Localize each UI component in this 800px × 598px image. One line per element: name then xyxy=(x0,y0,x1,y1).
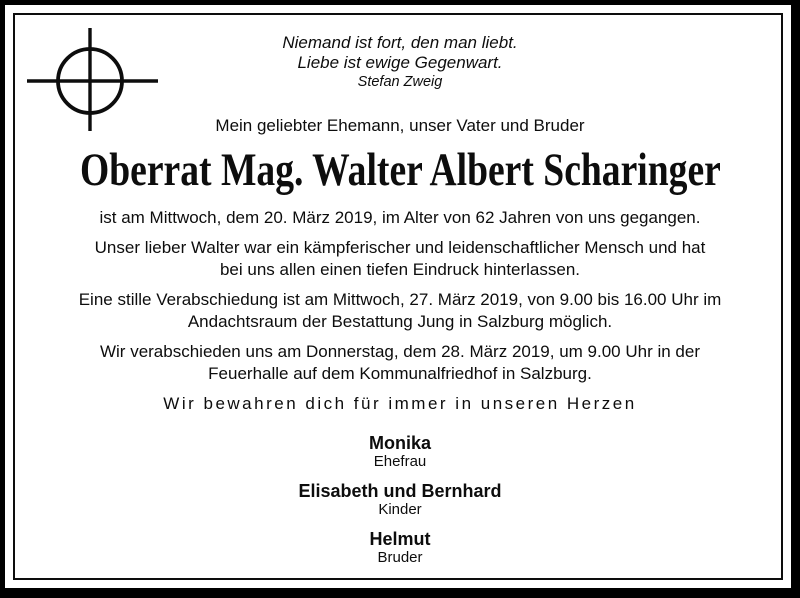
mourner-name: Monika xyxy=(368,433,431,453)
paragraph xyxy=(0,207,800,229)
paragraph-line: Unser lieber Walter war ein kämpferischer und leidenschaftlicher Mensch und hat xyxy=(94,238,706,257)
body-paragraphs xyxy=(0,207,800,385)
quote-line: Liebe ist ewige Gegenwart. xyxy=(297,53,503,72)
mourner-entry xyxy=(0,529,800,566)
quote-attribution: Stefan Zweig xyxy=(357,74,443,90)
mourner-entry xyxy=(0,481,800,518)
paragraph-line: ist am Mittwoch, dem 20. März 2019, im Alter von 62 Jahren von uns gegangen. xyxy=(99,208,701,227)
intro-line: Mein geliebter Ehemann, unser Vater und Bruder xyxy=(215,116,585,135)
paragraph-line: Wir verabschieden uns am Donnerstag, dem 28. März 2019, um 9.00 Uhr in der xyxy=(99,342,700,361)
paragraph xyxy=(0,237,800,281)
mourner-relation: Kinder xyxy=(378,501,422,518)
paragraph-line: Eine stille Verabschiedung ist am Mittwoch, 27. März 2019, von 9.00 bis 16.00 Uhr im xyxy=(78,290,722,309)
deceased-name: Oberrat Mag. Walter Albert Scharinger xyxy=(80,144,721,196)
paragraph-line: Feuerhalle auf dem Kommunalfriedhof in Salzburg. xyxy=(208,364,592,383)
mourner-name: Elisabeth und Bernhard xyxy=(298,481,502,501)
closing-line: Wir bewahren dich für immer in unseren Herzen xyxy=(163,394,637,413)
quote-block xyxy=(0,33,800,91)
paragraph xyxy=(0,341,800,385)
mourner-relation: Ehefrau xyxy=(373,453,427,470)
obituary-content xyxy=(0,33,800,566)
paragraph-line: Andachtsraum der Bestattung Jung in Salzburg möglich. xyxy=(187,312,613,331)
mourner-name: Helmut xyxy=(369,529,431,549)
mourner-entry xyxy=(0,433,800,470)
quote-line: Niemand ist fort, den man liebt. xyxy=(282,33,518,52)
paragraph xyxy=(0,289,800,333)
paragraph-line: bei uns allen einen tiefen Eindruck hinterlassen. xyxy=(219,260,581,279)
mourners-list xyxy=(0,433,800,566)
mourner-relation: Bruder xyxy=(377,549,423,566)
